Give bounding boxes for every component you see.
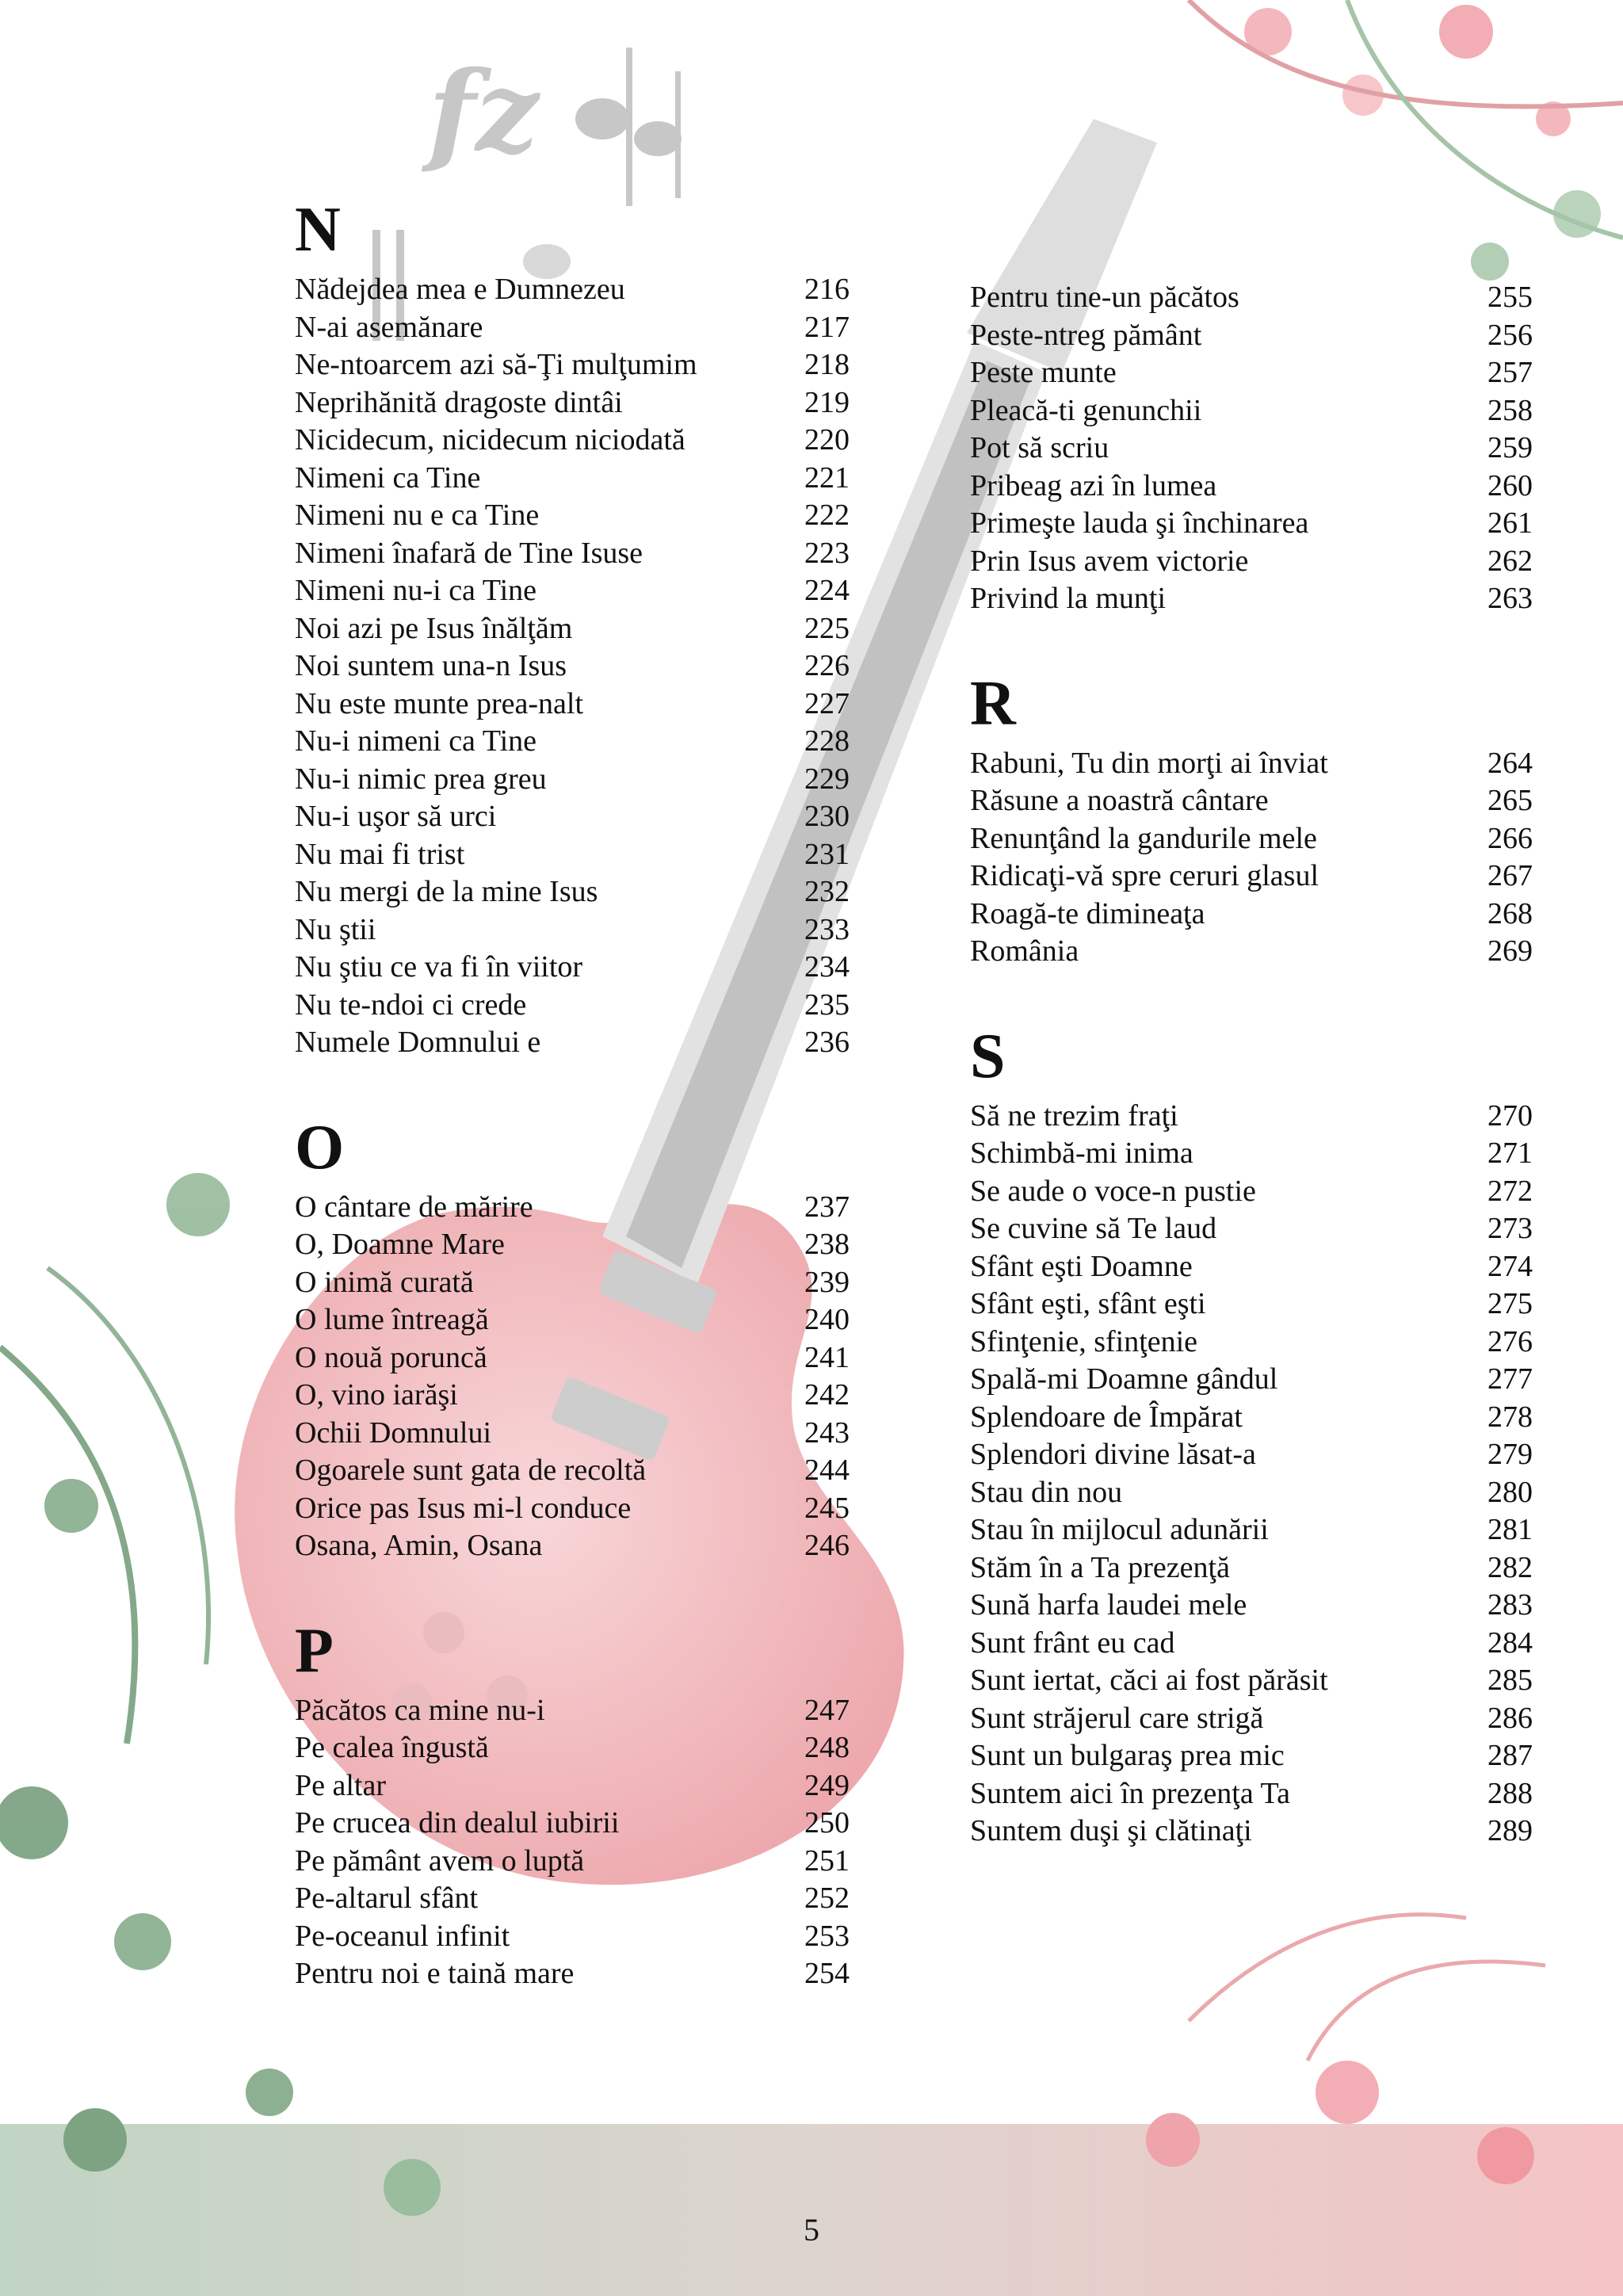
index-entry	[295, 1955, 850, 1993]
index-entry	[295, 1729, 850, 1767]
index-entry	[295, 572, 850, 610]
song-page-number: 238	[804, 1228, 850, 1261]
song-page-number: 237	[804, 1190, 850, 1224]
index-entry	[295, 1377, 850, 1415]
index-entry	[295, 761, 850, 799]
floral-left	[0, 1173, 230, 1970]
song-title: Pe crucea din dealul iubirii	[295, 1806, 620, 1839]
song-page-number: 288	[1487, 1776, 1533, 1810]
section-letter-heading: N	[295, 195, 341, 265]
song-page-number: 266	[1487, 821, 1533, 855]
song-title: Stau din nou	[970, 1475, 1123, 1509]
song-page-number: 272	[1487, 1174, 1533, 1208]
index-entry	[295, 1301, 850, 1339]
index-entry	[295, 798, 850, 836]
song-title: Nimeni înafară de Tine Isuse	[295, 536, 643, 570]
index-entry	[970, 430, 1533, 468]
index-entry	[970, 1662, 1533, 1700]
index-entry	[295, 648, 850, 686]
index-entry	[295, 723, 850, 761]
song-title: O nouă poruncă	[295, 1340, 487, 1374]
index-entry	[970, 580, 1533, 618]
song-page-number: 267	[1487, 859, 1533, 892]
song-page-number: 251	[804, 1843, 850, 1878]
song-title: Nu-i uşor să urci	[295, 800, 497, 833]
song-title: Sunt iertat, căci ai fost părăsit	[970, 1664, 1328, 1697]
song-title: Sfânt eşti, sfânt eşti	[970, 1287, 1206, 1320]
index-entry	[970, 1324, 1533, 1362]
index-entry	[970, 782, 1533, 820]
index-entry	[295, 1843, 850, 1881]
index-section	[295, 1615, 850, 1993]
dynamic-marking: fz	[428, 48, 539, 178]
song-page-number: 275	[1487, 1287, 1533, 1320]
song-title: Sunt străjerul care strigă	[970, 1701, 1264, 1735]
index-section	[970, 279, 1533, 618]
song-title: Ne-ntoarcem azi să-Ţi mulţumim	[295, 348, 697, 381]
song-title: Privind la munţi	[970, 582, 1166, 615]
section-spacer	[295, 1062, 850, 1116]
song-title: Nicidecum, nicidecum niciodată	[295, 423, 685, 457]
song-page-number: 219	[804, 385, 850, 419]
song-page-number: 271	[1487, 1137, 1533, 1170]
song-title: Suntem duşi şi clătinaţi	[970, 1814, 1252, 1847]
song-title: Pot să scriu	[970, 431, 1109, 464]
index-entry	[970, 317, 1533, 355]
index-entry	[970, 1813, 1533, 1851]
song-page-number: 279	[1487, 1438, 1533, 1471]
index-entry	[295, 1918, 850, 1956]
index-entry	[295, 1692, 850, 1730]
song-title: Suntem aici în prezenţa Ta	[970, 1776, 1290, 1810]
index-entry	[295, 1490, 850, 1528]
song-page-number: 240	[804, 1303, 850, 1336]
song-title: O lume întreagă	[295, 1303, 489, 1336]
song-title: Pe-altarul sfânt	[295, 1881, 479, 1915]
index-entry	[970, 505, 1533, 543]
index-entry	[970, 1625, 1533, 1663]
song-page-number: 256	[1487, 318, 1533, 352]
song-page-number: 225	[804, 611, 850, 645]
song-page-number: 248	[804, 1731, 850, 1764]
song-page-number: 287	[1487, 1739, 1533, 1772]
song-title: Pe altar	[295, 1768, 387, 1802]
index-entry	[970, 1135, 1533, 1173]
index-entry	[295, 1880, 850, 1918]
index-section	[295, 195, 850, 1062]
index-section	[970, 668, 1533, 971]
song-title: Nu-i nimeni ca Tine	[295, 724, 537, 758]
index-column-left	[295, 195, 850, 1993]
song-title: Splendoare de Împărat	[970, 1400, 1243, 1434]
song-page-number: 269	[1487, 934, 1533, 968]
song-title: Să ne trezim fraţi	[970, 1098, 1178, 1133]
section-spacer	[295, 1565, 850, 1619]
song-title: Neprihănită dragoste dintâi	[295, 385, 623, 419]
song-page-number: 247	[804, 1693, 850, 1727]
song-page-number: 265	[1487, 784, 1533, 817]
page-number: 5	[804, 2212, 819, 2248]
index-entry	[295, 271, 850, 309]
song-page-number: 276	[1487, 1324, 1533, 1358]
index-entry	[970, 1173, 1533, 1211]
song-page-number: 286	[1487, 1701, 1533, 1735]
song-page-number: 250	[804, 1806, 850, 1839]
song-page-number: 281	[1487, 1513, 1533, 1546]
song-page-number: 249	[804, 1768, 850, 1802]
index-entry	[970, 933, 1533, 971]
song-page-number: 253	[804, 1919, 850, 1953]
song-title: Primeşte lauda şi închinarea	[970, 506, 1309, 540]
song-page-number: 224	[804, 574, 850, 607]
index-entry	[295, 1339, 850, 1377]
song-title: O cântare de mărire	[295, 1190, 533, 1224]
section-letter-heading: O	[295, 1112, 345, 1182]
song-page-number: 229	[804, 762, 850, 796]
song-title: Nimeni nu-i ca Tine	[295, 574, 537, 607]
index-entry	[970, 1511, 1533, 1549]
song-title: Nu ştiu ce va fi în viitor	[295, 950, 583, 984]
index-entry	[970, 1436, 1533, 1474]
song-page-number: 289	[1487, 1814, 1533, 1847]
index-entry	[970, 392, 1533, 430]
index-entry	[295, 346, 850, 384]
song-page-number: 217	[804, 310, 850, 344]
song-title: Pe calea îngustă	[295, 1731, 489, 1764]
song-page-number: 282	[1487, 1550, 1533, 1584]
song-page-number: 270	[1487, 1098, 1533, 1133]
index-entry	[970, 1474, 1533, 1512]
song-title: Sună harfa laudei mele	[970, 1588, 1247, 1622]
index-entry	[970, 543, 1533, 581]
index-entry	[295, 422, 850, 460]
song-page-number: 268	[1487, 896, 1533, 930]
index-entry	[295, 1024, 850, 1062]
index-entry	[970, 279, 1533, 317]
song-page-number: 245	[804, 1491, 850, 1525]
song-title: Pribeag azi în lumea	[970, 468, 1217, 502]
song-page-number: 283	[1487, 1588, 1533, 1622]
index-entry	[295, 873, 850, 911]
index-entry	[295, 1452, 850, 1490]
song-page-number: 261	[1487, 506, 1533, 540]
index-entry	[970, 1399, 1533, 1437]
song-page-number: 230	[804, 800, 850, 833]
song-page-number: 231	[804, 837, 850, 871]
song-title: Sunt un bulgaraş prea mic	[970, 1739, 1285, 1772]
song-title: Splendori divine lăsat-a	[970, 1438, 1256, 1471]
song-title: Ridicaţi-vă spre ceruri glasul	[970, 859, 1319, 892]
song-title: O inimă curată	[295, 1265, 474, 1299]
index-section	[970, 1021, 1533, 1851]
song-page-number: 226	[804, 649, 850, 682]
song-page-number: 278	[1487, 1400, 1533, 1434]
song-page-number: 254	[804, 1957, 850, 1990]
song-title: O, vino iarăşi	[295, 1378, 458, 1412]
song-title: Pleacă-ti genunchii	[970, 393, 1202, 427]
song-title: Se cuvine să Te laud	[970, 1212, 1217, 1245]
song-page-number: 234	[804, 950, 850, 984]
song-page-number: 284	[1487, 1626, 1533, 1660]
floral-top-right	[1189, 0, 1623, 281]
index-entry	[970, 1775, 1533, 1813]
index-entry	[970, 1549, 1533, 1587]
index-entry	[970, 858, 1533, 896]
index-entry	[295, 460, 850, 498]
index-entry	[295, 1527, 850, 1565]
index-entry	[970, 1737, 1533, 1775]
song-title: Spală-mi Doamne gândul	[970, 1362, 1278, 1396]
song-page-number: 241	[804, 1340, 850, 1374]
song-page-number: 258	[1487, 393, 1533, 427]
index-entry	[295, 911, 850, 949]
index-entry	[295, 987, 850, 1025]
song-title: Stau în mijlocul adunării	[970, 1513, 1269, 1546]
song-page-number: 239	[804, 1265, 850, 1299]
song-page-number: 243	[804, 1415, 850, 1450]
section-letter-heading: P	[295, 1615, 334, 1686]
song-page-number: 228	[804, 724, 850, 758]
index-entry	[970, 820, 1533, 858]
song-page-number: 220	[804, 423, 850, 457]
song-page-number: 277	[1487, 1362, 1533, 1396]
song-page-number: 218	[804, 348, 850, 381]
song-page-number: 223	[804, 536, 850, 570]
song-title: Prin Isus avem victorie	[970, 544, 1249, 578]
song-page-number: 259	[1487, 431, 1533, 464]
song-title: Ochii Domnului	[295, 1415, 492, 1450]
song-title: Noi azi pe Isus înălţăm	[295, 611, 573, 645]
song-title: Păcătos ca mine nu-i	[295, 1693, 545, 1727]
index-entry	[295, 949, 850, 987]
song-title: Pentru noi e taină mare	[295, 1957, 575, 1990]
song-title: Sunt frânt eu cad	[970, 1626, 1175, 1660]
song-title: Schimbă-mi inima	[970, 1137, 1193, 1170]
song-page-number: 255	[1487, 281, 1533, 314]
song-title: România	[970, 934, 1079, 968]
song-page-number: 274	[1487, 1249, 1533, 1283]
index-entry	[295, 1264, 850, 1302]
index-entry	[295, 497, 850, 535]
song-title: Noi suntem una-n Isus	[295, 649, 567, 682]
song-title: Nu te-ndoi ci crede	[295, 988, 527, 1022]
song-title: Numele Domnului e	[295, 1026, 541, 1059]
index-entry	[295, 686, 850, 724]
song-title: Peste-ntreg pământ	[970, 318, 1202, 352]
song-title: Nu mai fi trist	[295, 837, 465, 871]
index-entry	[970, 468, 1533, 506]
song-title: Pentru tine-un păcătos	[970, 281, 1239, 314]
index-entry	[970, 1700, 1533, 1738]
song-page-number: 227	[804, 686, 850, 720]
song-title: Nu-i nimic prea greu	[295, 762, 547, 796]
index-entry	[295, 384, 850, 422]
index-entry	[295, 535, 850, 573]
song-page-number: 252	[804, 1881, 850, 1915]
index-entry	[970, 354, 1533, 392]
song-page-number: 257	[1487, 356, 1533, 389]
song-page-number: 285	[1487, 1664, 1533, 1697]
section-letter-heading: S	[970, 1021, 1006, 1091]
song-page-number: 244	[804, 1454, 850, 1487]
song-page-number: 280	[1487, 1475, 1533, 1509]
song-title: Rabuni, Tu din morţi ai înviat	[970, 746, 1328, 780]
section-letter-heading: R	[970, 668, 1016, 739]
index-entry	[970, 1098, 1533, 1136]
song-page-number: 233	[804, 912, 850, 946]
song-title: Sfânt eşti Doamne	[970, 1249, 1193, 1283]
song-title: Nu mergi de la mine Isus	[295, 875, 598, 908]
song-page-number: 236	[804, 1026, 850, 1059]
index-section	[295, 1112, 850, 1565]
index-entry	[970, 1361, 1533, 1399]
song-page-number: 263	[1487, 582, 1533, 615]
index-entry	[295, 1415, 850, 1453]
song-page-number: 273	[1487, 1212, 1533, 1245]
index-entry	[970, 1587, 1533, 1625]
song-page-number: 216	[804, 273, 850, 306]
song-title: Roagă-te dimineaţa	[970, 896, 1205, 930]
song-title: Peste munte	[970, 356, 1117, 389]
song-title: Orice pas Isus mi-l conduce	[295, 1491, 632, 1525]
song-page-number: 264	[1487, 746, 1533, 780]
index-entry	[970, 1210, 1533, 1248]
index-column-right	[970, 279, 1533, 1851]
song-title: Renunţând la gandurile mele	[970, 821, 1317, 855]
song-page-number: 232	[804, 875, 850, 908]
song-title: Nimeni ca Tine	[295, 460, 481, 495]
song-title: Nu ştii	[295, 912, 376, 946]
song-page-number: 260	[1487, 468, 1533, 502]
song-page-number: 242	[804, 1378, 850, 1412]
index-entry	[970, 896, 1533, 934]
song-title: N-ai asemănare	[295, 310, 483, 344]
index-entry	[295, 1767, 850, 1805]
song-page-number: 235	[804, 988, 850, 1022]
section-spacer	[970, 971, 1533, 1025]
index-entry	[295, 836, 850, 874]
song-title: Ogoarele sunt gata de recoltă	[295, 1454, 647, 1487]
song-title: Nimeni nu e ca Tine	[295, 499, 540, 532]
section-spacer	[970, 618, 1533, 672]
index-entry	[295, 1189, 850, 1227]
index-entry	[295, 1226, 850, 1264]
song-page-number: 246	[804, 1529, 850, 1562]
song-title: Pe pământ avem o luptă	[295, 1843, 585, 1878]
song-page-number: 222	[804, 499, 850, 532]
index-entry	[970, 1286, 1533, 1324]
index-entry	[295, 309, 850, 347]
index-entry	[295, 610, 850, 648]
song-title: Osana, Amin, Osana	[295, 1529, 543, 1562]
song-title: Sfinţenie, sfinţenie	[970, 1324, 1198, 1358]
index-entry	[970, 1248, 1533, 1286]
song-title: Se aude o voce-n pustie	[970, 1174, 1256, 1208]
song-title: Stăm în a Ta prezenţă	[970, 1550, 1230, 1584]
song-title: Nu este munte prea-nalt	[295, 686, 584, 720]
song-page-number: 221	[804, 460, 850, 495]
song-title: Pe-oceanul infinit	[295, 1919, 510, 1953]
index-entry	[295, 1805, 850, 1843]
song-title: O, Doamne Mare	[295, 1228, 505, 1261]
song-title: Nădejdea mea e Dumnezeu	[295, 273, 625, 306]
index-entry	[970, 745, 1533, 783]
song-title: Răsune a noastră cântare	[970, 784, 1269, 817]
song-page-number: 262	[1487, 544, 1533, 578]
